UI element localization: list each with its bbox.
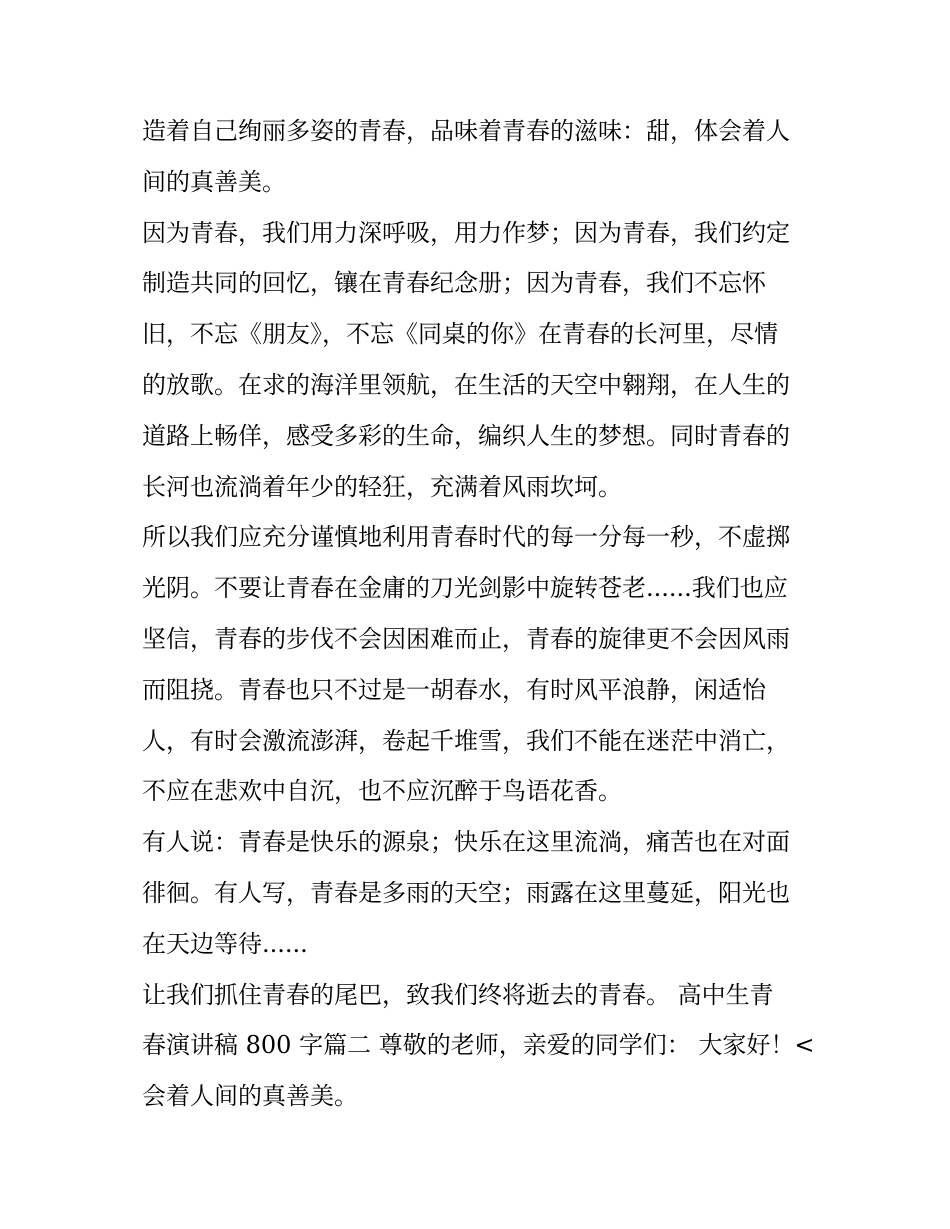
text-line: 光阴。不要让青春在金庸的刀光剑影中旋转苍老......我们也应 xyxy=(142,574,788,603)
text-line: 道路上畅佯，感受多彩的生命，编织人生的梦想。同时青春的 xyxy=(142,421,790,450)
text-line: 间的真善美。 xyxy=(142,167,286,196)
text-line: 而阻挠。青春也只不过是一胡春水，有时风平浪静，闲适怡 xyxy=(142,675,766,704)
text-line: 造着自己绚丽多姿的青春，品味着青春的滋味：甜，体会着人 xyxy=(142,117,790,145)
document-body xyxy=(142,106,822,1122)
text-line: 人，有时会激流澎湃，卷起千堆雪，我们不能在迷茫中消亡， xyxy=(142,726,790,755)
text-line: 春演讲稿 800 字篇二 尊敬的老师，亲爱的同学们： 大家好！< xyxy=(142,1031,815,1060)
text-line: 有人说：青春是快乐的源泉；快乐在这里流淌，痛苦也在对面 xyxy=(142,828,790,857)
text-line: 旧，不忘《朋友》，不忘《同桌的你》在青春的长河里，尽情 xyxy=(142,320,778,349)
text-line: 制造共同的回忆，镶在青春纪念册；因为青春，我们不忘怀 xyxy=(142,269,766,298)
text-line: 因为青春，我们用力深呼吸，用力作梦；因为青春，我们约定 xyxy=(142,218,790,247)
text-line: 让我们抓住青春的尾巴，致我们终将逝去的青春。 高中生青 xyxy=(142,980,774,1009)
text-line: 不应在悲欢中自沉，也不应沉醉于鸟语花香。 xyxy=(142,777,622,806)
text-line: 所以我们应充分谨慎地利用青春时代的每一分每一秒，不虚掷 xyxy=(142,523,790,552)
text-line: 会着人间的真善美。 xyxy=(142,1082,358,1111)
text-line: 坚信，青春的步伐不会因困难而止，青春的旋律更不会因风雨 xyxy=(142,624,790,653)
text-line: 长河也流淌着年少的轻狂，充满着风雨坎坷。 xyxy=(142,472,622,501)
text-line: 的放歌。在求的海洋里领航，在生活的天空中翱翔，在人生的 xyxy=(142,370,790,399)
text-line: 在天边等待...... xyxy=(142,929,308,958)
text-line: 徘徊。有人写，青春是多雨的天空；雨露在这里蔓延，阳光也 xyxy=(142,878,790,907)
